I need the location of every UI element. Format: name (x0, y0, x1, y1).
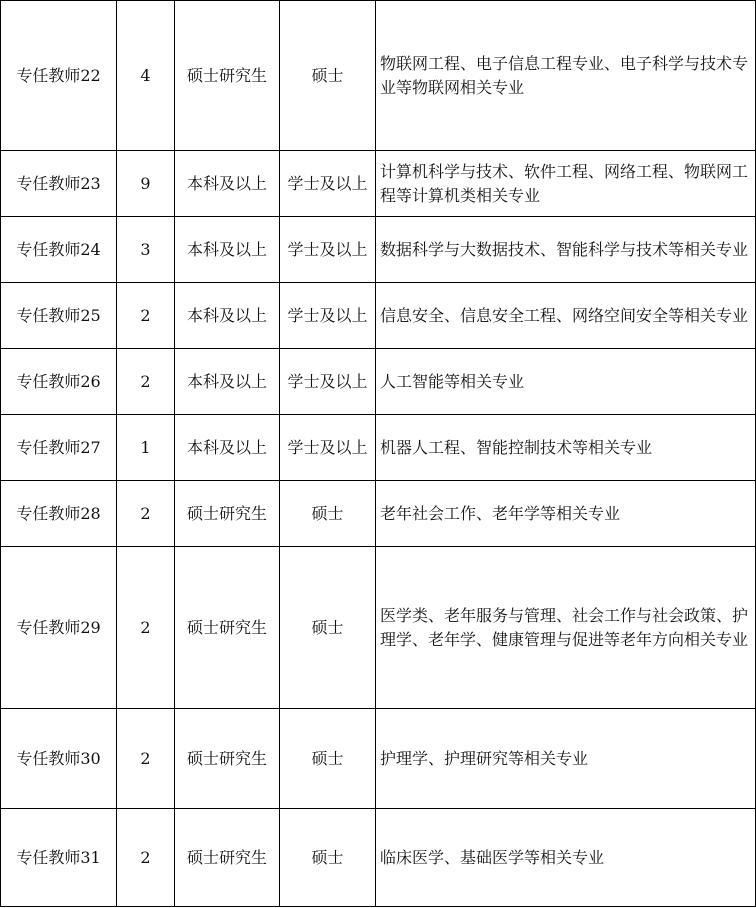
headcount: 2 (117, 283, 175, 349)
headcount: 1 (117, 415, 175, 481)
table-row (1, 151, 756, 217)
major-requirement: 护理学、护理研究等相关专业 (376, 709, 756, 809)
degree-requirement: 硕士 (280, 1, 376, 151)
table-row (1, 547, 756, 709)
education-requirement: 本科及以上 (175, 217, 280, 283)
table-row (1, 283, 756, 349)
major-requirement: 临床医学、基础医学等相关专业 (376, 809, 756, 907)
table-row (1, 1, 756, 151)
table-row (1, 217, 756, 283)
major-requirement: 计算机科学与技术、软件工程、网络工程、物联网工程等计算机类相关专业 (376, 151, 756, 217)
major-requirement: 人工智能等相关专业 (376, 349, 756, 415)
degree-requirement: 学士及以上 (280, 283, 376, 349)
headcount: 2 (117, 709, 175, 809)
degree-requirement: 硕士 (280, 709, 376, 809)
major-requirement: 机器人工程、智能控制技术等相关专业 (376, 415, 756, 481)
major-requirement: 医学类、老年服务与管理、社会工作与社会政策、护理学、老年学、健康管理与促进等老年方向相关专业 (376, 547, 756, 709)
education-requirement: 本科及以上 (175, 283, 280, 349)
table-row (1, 415, 756, 481)
post-name: 专任教师23 (1, 151, 117, 217)
table-row (1, 809, 756, 907)
headcount: 3 (117, 217, 175, 283)
degree-requirement: 学士及以上 (280, 349, 376, 415)
education-requirement: 本科及以上 (175, 415, 280, 481)
headcount: 2 (117, 547, 175, 709)
degree-requirement: 硕士 (280, 481, 376, 547)
degree-requirement: 学士及以上 (280, 415, 376, 481)
education-requirement: 硕士研究生 (175, 709, 280, 809)
education-requirement: 硕士研究生 (175, 547, 280, 709)
post-name: 专任教师31 (1, 809, 117, 907)
major-requirement: 信息安全、信息安全工程、网络空间安全等相关专业 (376, 283, 756, 349)
major-requirement: 老年社会工作、老年学等相关专业 (376, 481, 756, 547)
post-name: 专任教师27 (1, 415, 117, 481)
headcount: 9 (117, 151, 175, 217)
post-name: 专任教师22 (1, 1, 117, 151)
headcount: 4 (117, 1, 175, 151)
education-requirement: 硕士研究生 (175, 809, 280, 907)
education-requirement: 硕士研究生 (175, 1, 280, 151)
headcount: 2 (117, 809, 175, 907)
education-requirement: 本科及以上 (175, 151, 280, 217)
degree-requirement: 硕士 (280, 547, 376, 709)
degree-requirement: 硕士 (280, 809, 376, 907)
degree-requirement: 学士及以上 (280, 217, 376, 283)
headcount: 2 (117, 349, 175, 415)
table-row (1, 709, 756, 809)
post-name: 专任教师30 (1, 709, 117, 809)
post-name: 专任教师28 (1, 481, 117, 547)
post-name: 专任教师24 (1, 217, 117, 283)
post-name: 专任教师25 (1, 283, 117, 349)
education-requirement: 本科及以上 (175, 349, 280, 415)
post-name: 专任教师29 (1, 547, 117, 709)
degree-requirement: 学士及以上 (280, 151, 376, 217)
table-row (1, 481, 756, 547)
table-row (1, 349, 756, 415)
post-name: 专任教师26 (1, 349, 117, 415)
major-requirement: 数据科学与大数据技术、智能科学与技术等相关专业 (376, 217, 756, 283)
major-requirement: 物联网工程、电子信息工程专业、电子科学与技术专业等物联网相关专业 (376, 1, 756, 151)
education-requirement: 硕士研究生 (175, 481, 280, 547)
headcount: 2 (117, 481, 175, 547)
